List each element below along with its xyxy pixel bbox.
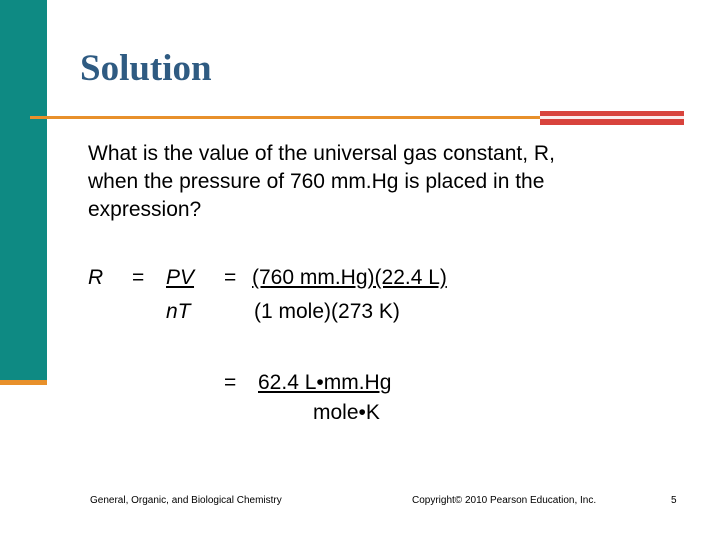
footer-copyright: Copyright© 2010 Pearson Education, Inc. (412, 495, 597, 506)
substitution-denominator: (1 mole)(273 K) (254, 300, 400, 323)
question-line-3: expression? (88, 198, 202, 221)
question-line-1: What is the value of the universal gas constant, R, (88, 142, 555, 165)
title-rule-accent-line (540, 116, 684, 119)
equation-equals-2: = (224, 266, 237, 289)
footer-book-title: General, Organic, and Biological Chemistry (90, 495, 282, 506)
formula-denominator: nT (166, 300, 191, 323)
title-rule (30, 116, 540, 119)
question-text (88, 140, 648, 224)
equation-lhs: R (88, 266, 104, 289)
left-accent-bar (0, 0, 47, 380)
result-numerator: 62.4 L•mm.Hg (258, 371, 392, 394)
slide-title: Solution (80, 48, 212, 89)
footer-page-number: 5 (671, 495, 677, 506)
left-accent-bar-tail (0, 380, 47, 385)
result-denominator: mole•K (313, 401, 380, 424)
equation-equals-1: = (132, 266, 145, 289)
formula-numerator: PV (166, 266, 195, 289)
question-line-2: when the pressure of 760 mm.Hg is placed in the (88, 170, 545, 193)
substitution-numerator: (760 mm.Hg)(22.4 L) (252, 266, 447, 289)
equation-equals-3: = (224, 371, 237, 394)
